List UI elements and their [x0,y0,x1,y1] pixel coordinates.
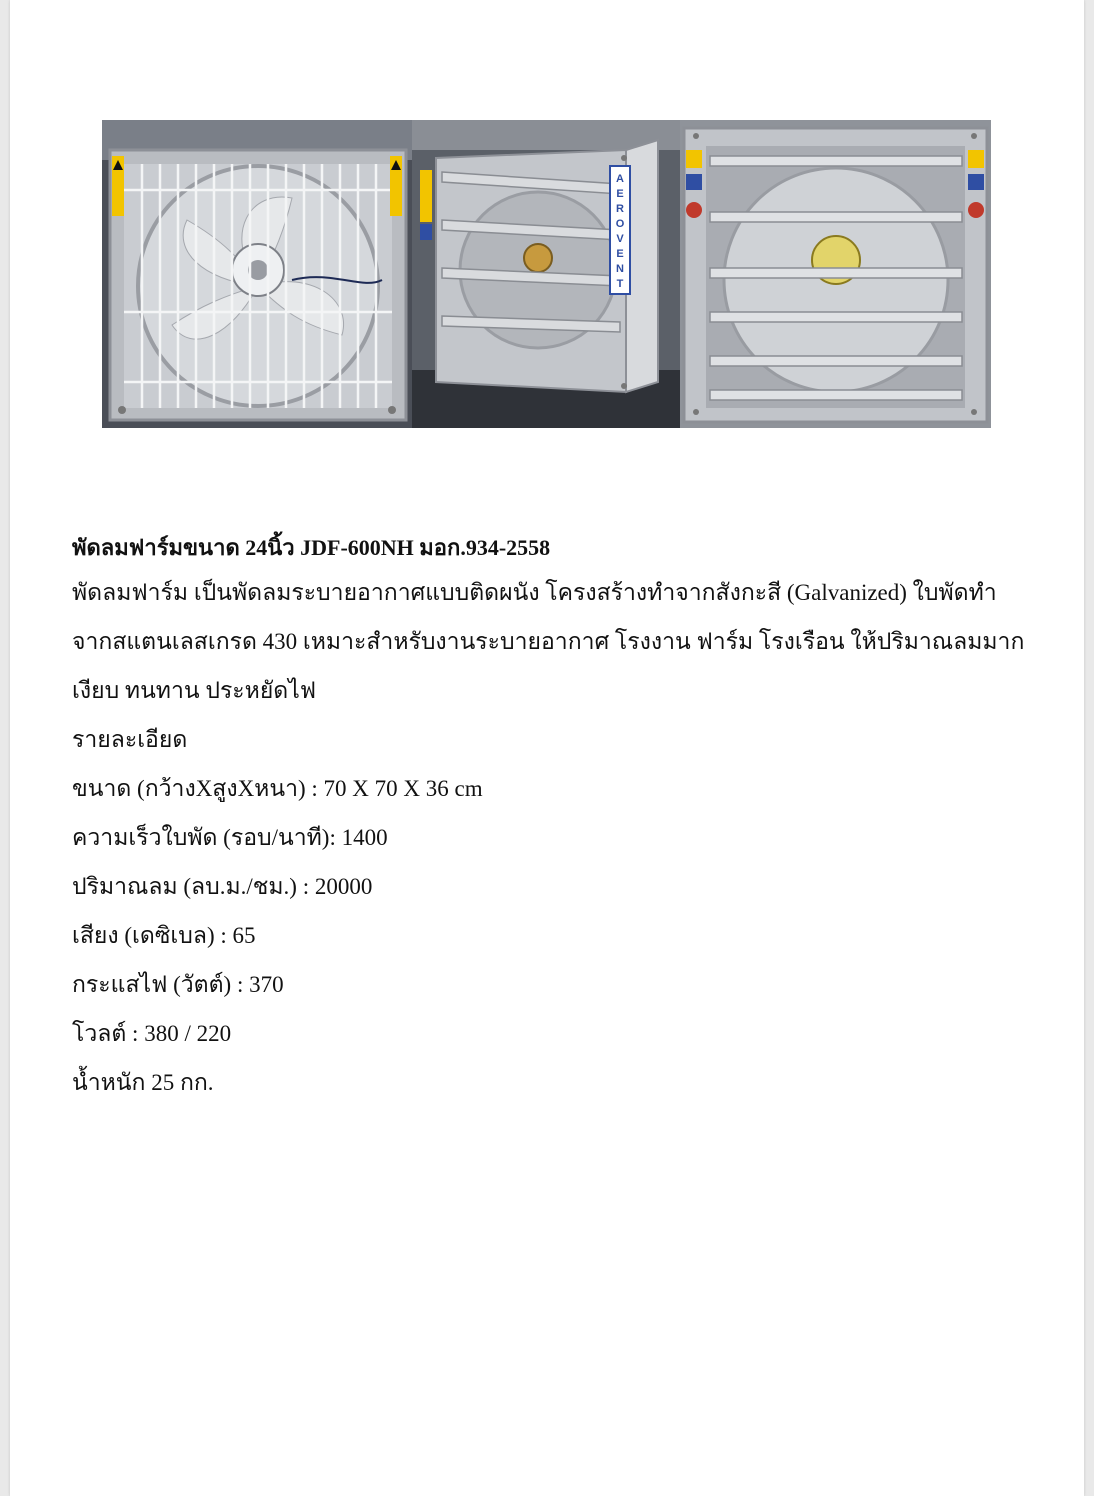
aerovent-letter-o: O [615,218,625,230]
details-heading: รายละเอียด [72,727,188,752]
spec-power: กระแสไฟ (วัตต์) : 370 [72,972,284,997]
spec-weight: น้ำหนัก 25 กก. [72,1070,214,1095]
aerovent-letter-r: R [616,203,624,215]
fan-louver-front-illustration [680,120,991,428]
product-description [72,528,1032,1107]
aerovent-letter-t: T [616,278,624,290]
description-line-2: จากสแตนเลสเกรด 430 เหมาะสำหรับงานระบายอากาศ โรงงาน ฟาร์ม โรงเรือน ให้ปริมาณลมมาก [72,629,1025,654]
fan-louver-front-photo [680,120,991,428]
spec-blade-speed: ความเร็วใบพัด (รอบ/นาที): 1400 [72,825,388,850]
aerovent-letter-a: A [616,173,624,185]
spec-noise: เสียง (เดซิเบล) : 65 [72,923,256,948]
product-title: พัดลมฟาร์มขนาด 24นิ้ว JDF-600NH มอก.934-2558 [72,535,551,560]
spec-dimensions: ขนาด (กว้างXสูงXหนา) : 70 X 70 X 36 cm [72,776,483,801]
document-page [10,0,1084,1496]
description-line-1: พัดลมฟาร์ม เป็นพัดลมระบายอากาศแบบติดผนัง โครงสร้างทำจากสังกะสี (Galvanized) ใบพัดทำ [72,580,997,605]
aerovent-letter-e2: E [616,248,624,260]
fan-angled-photo [412,120,680,428]
fan-front-photo [102,120,412,428]
aerovent-letter-n: N [616,263,624,275]
spec-airflow: ปริมาณลม (ลบ.ม./ชม.) : 20000 [72,874,373,899]
description-line-3: เงียบ ทนทาน ประหยัดไฟ [72,678,317,703]
fan-grille-illustration [102,120,412,428]
product-photo-strip [102,120,991,428]
fan-louver-side-illustration [412,120,680,428]
aerovent-letter-e: E [616,188,624,200]
spec-voltage: โวลต์ : 380 / 220 [72,1021,232,1046]
aerovent-letter-v: V [616,233,624,245]
